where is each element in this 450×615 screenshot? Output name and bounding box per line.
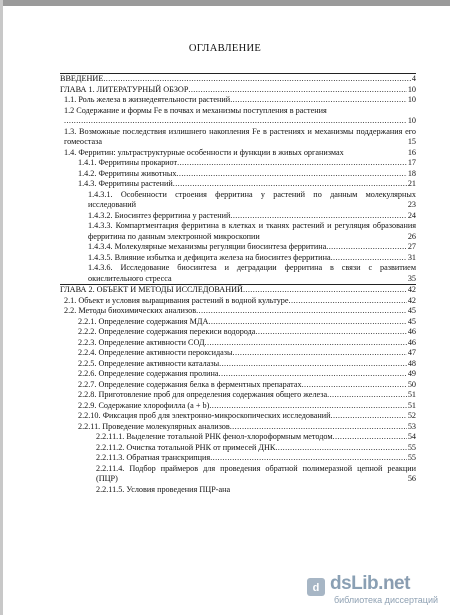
- toc-entry[interactable]: 2.2.1. Определение содержания МДА ..... 45: [60, 317, 416, 328]
- toc-entry[interactable]: 2.2.11.1. Выделение тотальной РНК фенол-хлороформным методом ..... 54: [60, 432, 416, 443]
- page-title: ОГЛАВЛЕНИЕ: [188, 43, 262, 54]
- toc-entry[interactable]: 1.4.3.2. Биосинтез ферритина у растений ..... 24: [60, 211, 416, 222]
- toc-entry[interactable]: 2.2. Методы биохимических анализов ..... 45: [60, 306, 416, 317]
- toc-entry[interactable]: 1.2 Содержание и формы Fe в почвах и механизмы поступления в растения ..... 10: [60, 106, 416, 127]
- toc-entry[interactable]: 1.4.3.5. Влияние избытка и дефицита железа на биосинтез ферритина ..... 31: [60, 253, 416, 264]
- table-of-contents: [60, 73, 416, 495]
- dslib-badge-icon: [306, 577, 326, 597]
- toc-entry[interactable]: 2.2.2. Определение содержания перекиси водорода ..... 46: [60, 327, 416, 338]
- scan-border-top: [0, 0, 450, 6]
- toc-entry[interactable]: 2.2.9. Содержание хлорофилла (a + b) ..... 51: [60, 401, 416, 412]
- toc-entry[interactable]: 1.4.3.4. Молекулярные механизмы регуляции биосинтеза ферритина ..... 27: [60, 242, 416, 253]
- toc-entry[interactable]: 2.2.11.3. Обратная транскрипция ..... 55: [60, 453, 416, 464]
- toc-entry[interactable]: 2.2.4. Определение активности пероксидазы ..... 47: [60, 348, 416, 359]
- toc-entry[interactable]: 2.2.7. Определение содержания белка в ферментных препаратах ..... 50: [60, 380, 416, 391]
- toc-entry[interactable]: 2.2.6. Определение содержания пролина ..... 49: [60, 369, 416, 380]
- toc-entry[interactable]: 1.4.2. Ферритины животных ..... 18: [60, 169, 416, 180]
- dslib-watermark[interactable]: [312, 573, 442, 607]
- toc-entry[interactable]: 2.2.11.5. Условия проведения ПЦР-ана: [96, 484, 231, 494]
- svg-text:d: d: [312, 582, 320, 594]
- dslib-logo: dsLib.net: [330, 573, 410, 594]
- toc-entry[interactable]: ГЛАВА 1. ЛИТЕРАТУРНЫЙ ОБЗОР ..... 10: [60, 85, 416, 96]
- toc-entry[interactable]: 1.4.1. Ферритины прокариот ..... 17: [60, 158, 416, 169]
- toc-entry[interactable]: 2.2.11. Проведение молекулярных анализов ..... 53: [60, 422, 416, 433]
- toc-entry[interactable]: ГЛАВА 2. ОБЪЕКТ И МЕТОДЫ ИССЛЕДОВАНИЙ ..... 42: [60, 285, 416, 296]
- toc-entry[interactable]: 2.2.11.4. Подбор праймеров для проведения обратной полимеразной цепной реакции (ПЦР) 56: [96, 463, 416, 483]
- toc-entry[interactable]: 1.4. Ферритин: ультраструктурные особенности и функции в живых организмах 16: [64, 147, 416, 157]
- dslib-subtitle: библиотека диссертаций: [334, 595, 439, 605]
- toc-entry[interactable]: 1.3. Возможные последствия излишнего накопления Fe в растениях и механизмы поддержания его гомеостаза 15: [64, 126, 416, 146]
- toc-entry[interactable]: 1.1. Роль железа в жизнедеятельности растений ..... 10: [60, 95, 416, 106]
- toc-entry[interactable]: 1.4.3.6. Исследование биосинтеза и деградации ферритина в связи с развитием окислительного стресса 35: [88, 263, 416, 283]
- toc-entry[interactable]: 1.4.3. Ферритины растений ..... 21: [60, 179, 416, 190]
- toc-entry[interactable]: ВВЕДЕНИЕ ..... 4: [60, 74, 416, 85]
- toc-entry[interactable]: 2.2.3. Определение активности СОД ..... 46: [60, 338, 416, 349]
- toc-entry[interactable]: 2.2.5. Определение активности каталазы ..... 48: [60, 359, 416, 370]
- scan-border-left: [0, 0, 3, 615]
- toc-entry[interactable]: 1.4.3.3. Компартментация ферритина в клетках и тканях растений и регуляция образования ферритина по данным электронной микроскопии 26: [88, 221, 416, 241]
- toc-entry[interactable]: 2.2.10. Фиксация проб для электронно-микроскопических исследований ..... 52: [60, 411, 416, 422]
- toc-entry[interactable]: 2.2.11.2. Очистка тотальной РНК от примесей ДНК ..... 55: [60, 443, 416, 454]
- toc-entry[interactable]: 2.1. Объект и условия выращивания растений в водной культуре ..... 42: [60, 296, 416, 307]
- toc-entry[interactable]: 2.2.8. Приготовление проб для определения содержания общего железа ..... 51: [60, 390, 416, 401]
- toc-entry[interactable]: 1.4.3.1. Особенности строения ферритина у растений по данным молекулярных исследований 23: [88, 189, 416, 209]
